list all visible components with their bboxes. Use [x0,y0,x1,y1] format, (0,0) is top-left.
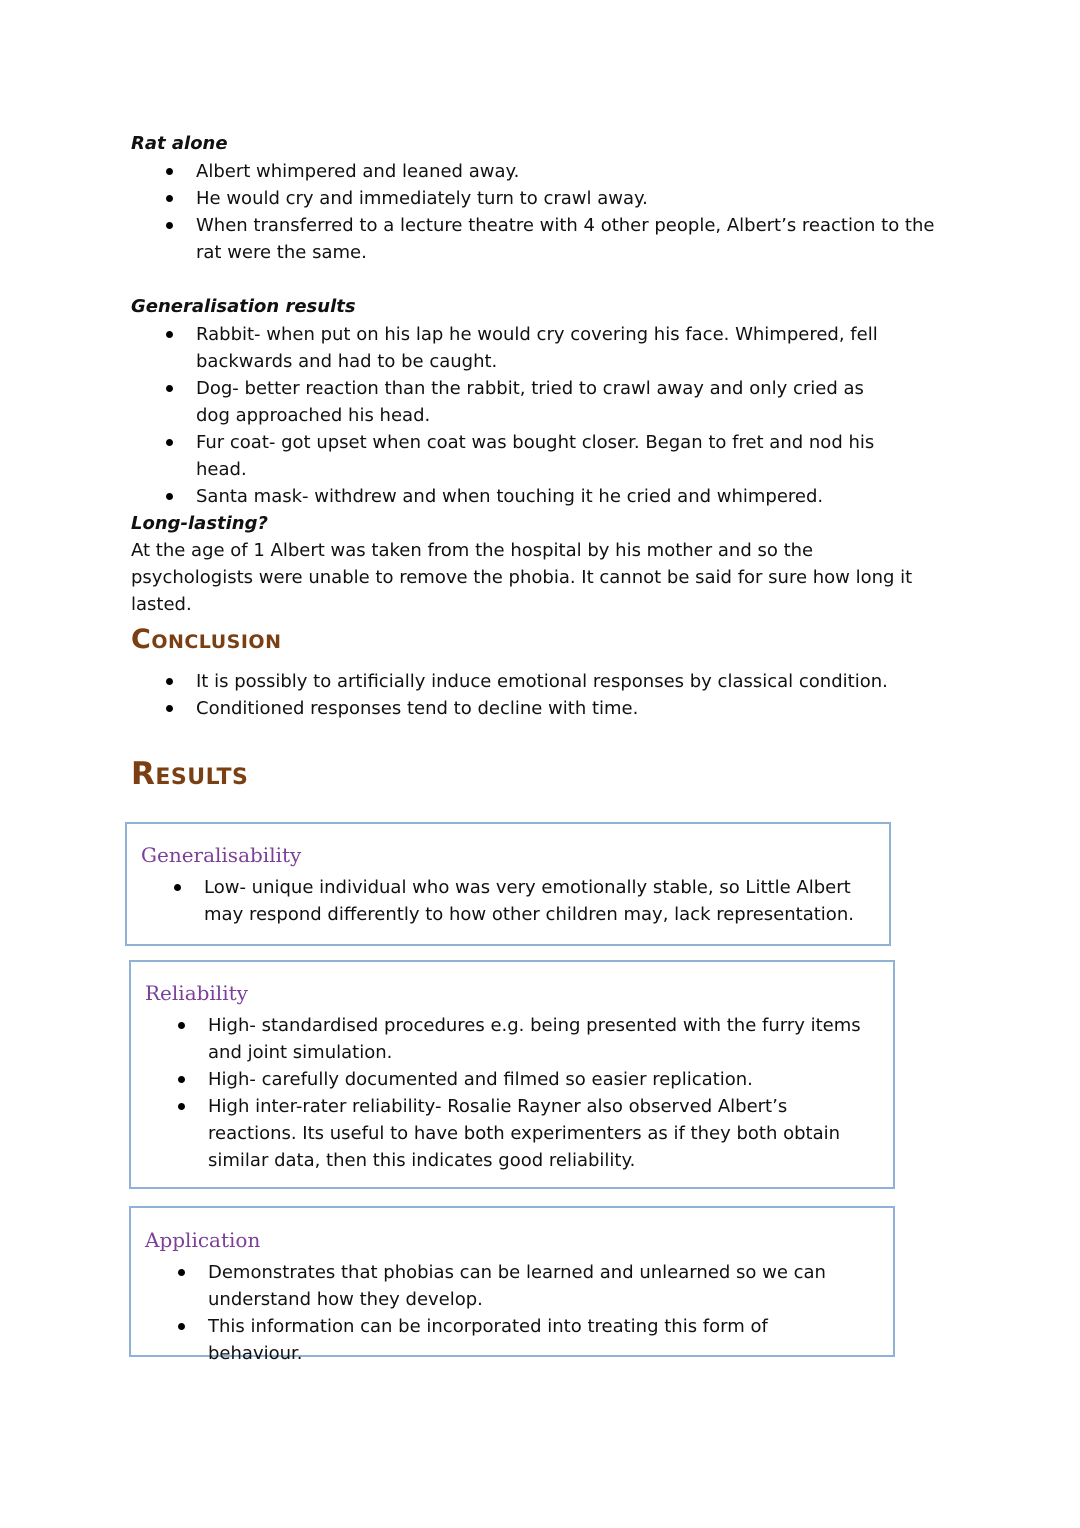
conclusion-section [131,624,951,722]
generalisation-results-heading: Generalisation results [131,296,356,317]
list-item: It is possibly to artificially induce emotional responses by classical condition. [131,668,951,695]
long-lasting-text: At the age of 1 Albert was taken from the hospital by his mother and so the psychologists were unable to remove the phobia. It cannot be said for sure how long it lasted. [131,540,913,615]
list-item: Demonstrates that phobias can be learned and unlearned so we can understand how they develop. [143,1259,863,1313]
list-item: Rabbit- when put on his lap he would cry covering his face. Whimpered, fell backwards and had to be caught. [131,321,891,375]
reliability-box [129,960,895,1189]
generalisability-title: Generalisability [141,843,302,867]
generalisation-results-list [131,321,891,510]
list-item: Dog- better reaction than the rabbit, tried to crawl away and only cried as dog approached his head. [131,375,891,429]
reliability-title: Reliability [145,981,248,1005]
results-heading: Results [131,756,249,792]
application-box [129,1206,895,1364]
list-item: Low- unique individual who was very emotionally stable, so Little Albert may respond differently to how other children may, lack representation. [139,874,859,928]
list-item: Santa mask- withdrew and when touching it he cried and whimpered. [131,483,891,510]
results-heading-section [131,756,931,792]
long-lasting-heading: Long-lasting? [131,513,268,534]
list-item: This information can be incorporated into treating this form of behaviour. [143,1313,863,1367]
list-item: Conditioned responses tend to decline with time. [131,695,951,722]
list-item: High- standardised procedures e.g. being presented with the furry items and joint simulation. [143,1012,873,1066]
rat-alone-section [131,131,951,266]
generalisability-list [139,874,859,928]
application-title: Application [145,1228,261,1252]
list-item: Fur coat- got upset when coat was bought closer. Began to fret and nod his head. [131,429,891,483]
generalisability-box [125,822,891,946]
list-item: High inter-rater reliability- Rosalie Rayner also observed Albert’s reactions. Its useful to have both experimenters as if they both obtain similar data, then this indicates good reliability. [143,1093,873,1174]
long-lasting-section [131,511,931,618]
rat-alone-heading: Rat alone [131,133,228,154]
rat-alone-list [131,158,951,266]
list-item: He would cry and immediately turn to crawl away. [131,185,951,212]
conclusion-heading: Conclusion [131,624,282,655]
list-item: When transferred to a lecture theatre with 4 other people, Albert’s reaction to the rat were the same. [131,212,951,266]
application-list [143,1259,863,1367]
list-item: High- carefully documented and filmed so easier replication. [143,1066,873,1093]
conclusion-list [131,668,951,722]
reliability-list [143,1012,873,1174]
list-item: Albert whimpered and leaned away. [131,158,951,185]
generalisation-results-section [131,294,951,510]
